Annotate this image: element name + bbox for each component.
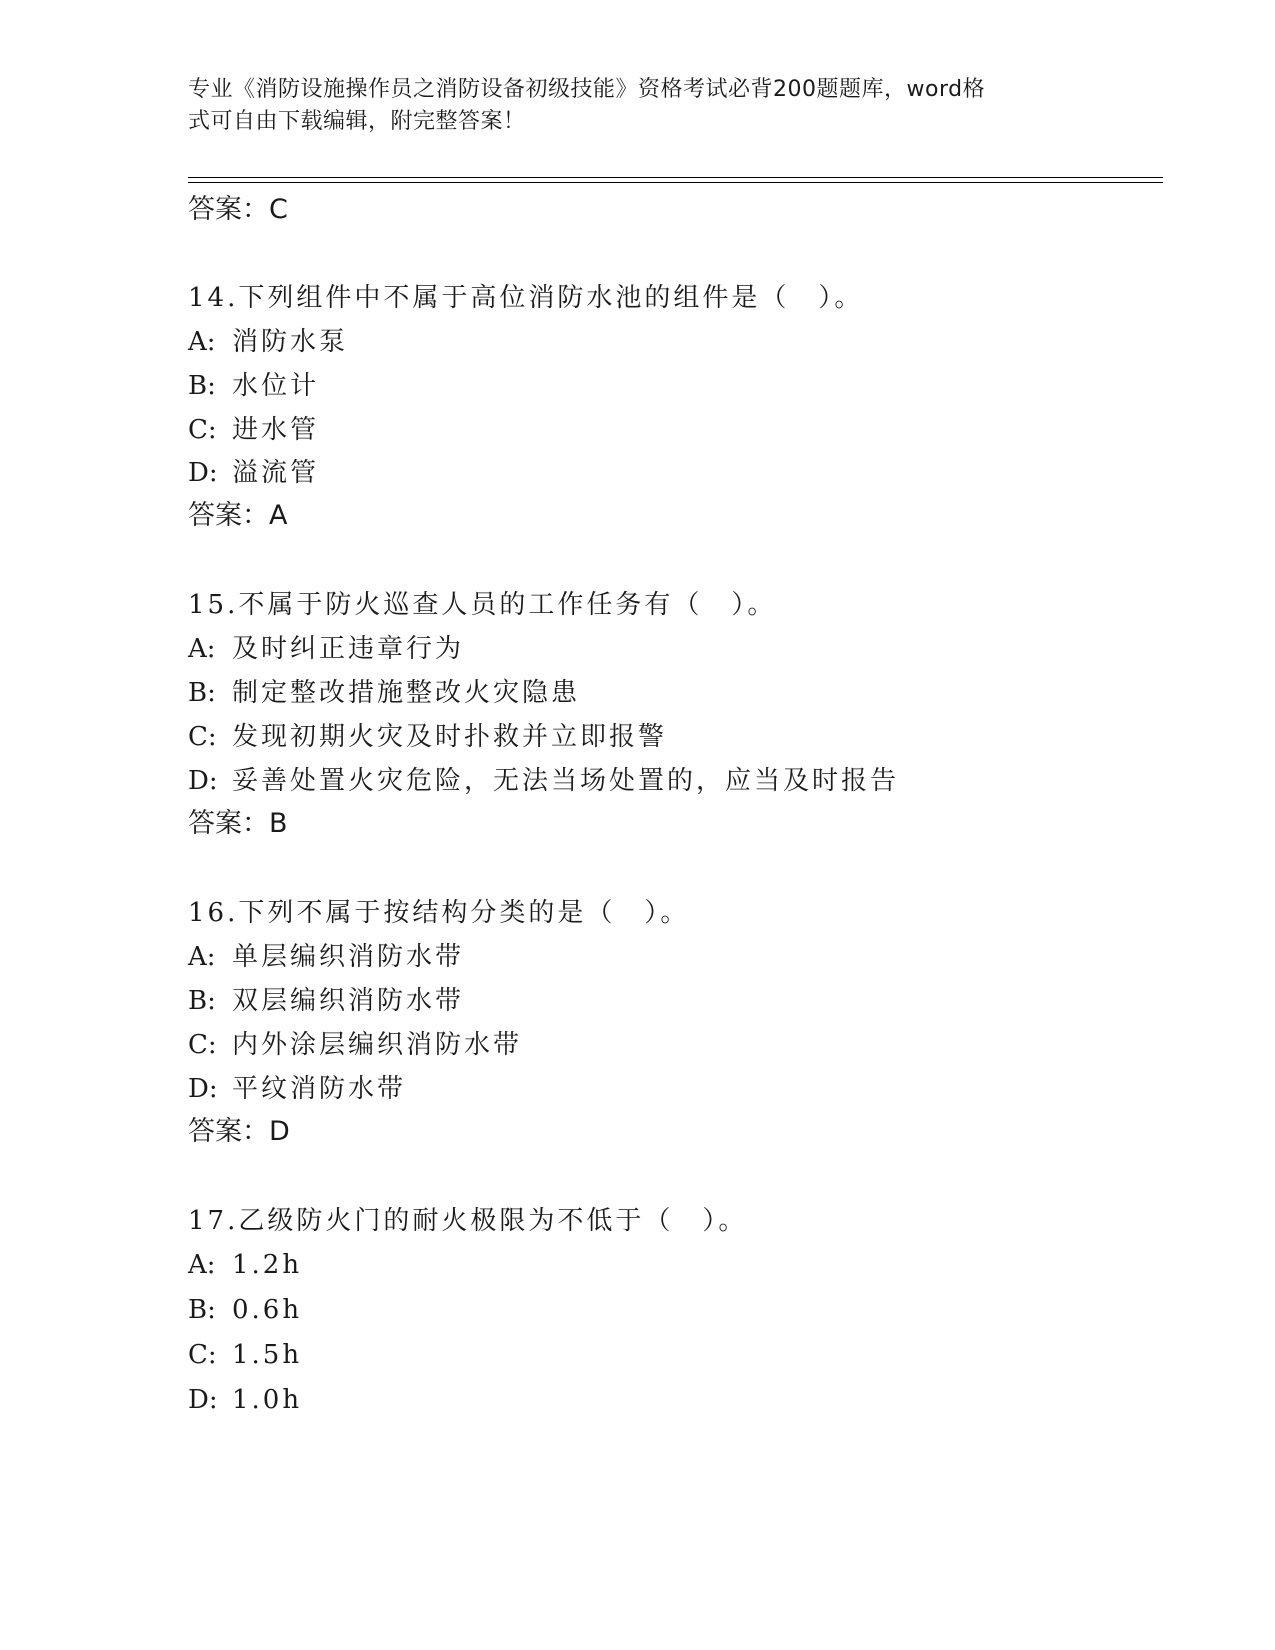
option-text: 及时纠正违章行为 [232,634,465,664]
option-text: 平纹消防水带 [232,1074,407,1104]
option-letter: B: [188,1295,216,1325]
option-letter: B: [188,986,216,1016]
option-letter: D: [188,1385,218,1415]
question-17-title: 17.乙级防火门的耐火极限为不低于（ ）。 [188,1206,748,1236]
question-15-answer: 答案：B [188,808,288,839]
option-text: 1.5h [232,1340,303,1370]
option-text: 溢流管 [232,458,320,488]
document-header [188,74,1068,138]
option-text: 妥善处置火灾危险，无法当场处置的，应当及时报告 [232,766,900,796]
answer-previous: 答案：C [188,194,288,225]
question-16-answer: 答案：D [188,1116,290,1147]
question-14-option-c [188,413,319,447]
option-text: 水位计 [232,371,320,401]
option-letter: A: [188,634,216,664]
header-rule-bottom [188,182,1163,183]
option-letter: C: [188,1340,217,1370]
header-line-1: 专业《消防设施操作员之消防设备初级技能》资格考试必背200题题库，word格 [188,77,986,102]
question-14-option-d [188,456,319,490]
question-15-option-d [188,764,899,798]
question-16-title: 16.下列不属于按结构分类的是（ ）。 [188,898,690,928]
question-16-option-b [188,984,464,1018]
header-rule-top [188,177,1163,178]
option-letter: D: [188,458,218,488]
question-16-option-a [188,940,464,974]
question-15-title: 15.不属于防火巡查人员的工作任务有（ ）。 [188,590,777,620]
option-text: 制定整改措施整改火灾隐患 [232,678,581,708]
question-17-option-d [188,1383,302,1417]
option-text: 1.0h [232,1385,303,1415]
question-14-title: 14.下列组件中不属于高位消防水池的组件是（ ）。 [188,283,864,313]
option-letter: C: [188,415,217,445]
question-17-option-c [188,1338,302,1372]
option-text: 发现初期火灾及时扑救并立即报警 [232,722,668,752]
question-14-answer: 答案：A [188,500,288,531]
question-15-option-b [188,676,580,710]
option-text: 1.2h [232,1250,303,1280]
option-text: 进水管 [232,415,320,445]
option-letter: D: [188,766,218,796]
option-letter: C: [188,1030,217,1060]
question-17-option-b [188,1293,302,1327]
option-text: 0.6h [232,1295,303,1325]
question-14-option-a [188,325,348,359]
option-letter: A: [188,942,216,972]
question-14-option-b [188,369,319,403]
option-text: 消防水泵 [232,327,349,357]
option-letter: D: [188,1074,218,1104]
question-15-option-c [188,720,667,754]
question-17-option-a [188,1248,302,1282]
option-letter: B: [188,678,216,708]
question-16-option-c [188,1028,522,1062]
option-letter: C: [188,722,217,752]
question-15-option-a [188,632,464,666]
option-text: 双层编织消防水带 [232,986,465,1016]
option-text: 单层编织消防水带 [232,942,465,972]
option-letter: B: [188,371,216,401]
option-letter: A: [188,1250,216,1280]
option-text: 内外涂层编织消防水带 [232,1030,523,1060]
header-line-2: 式可自由下载编辑，附完整答案！ [188,109,526,134]
question-16-option-d [188,1072,406,1106]
option-letter: A: [188,327,216,357]
